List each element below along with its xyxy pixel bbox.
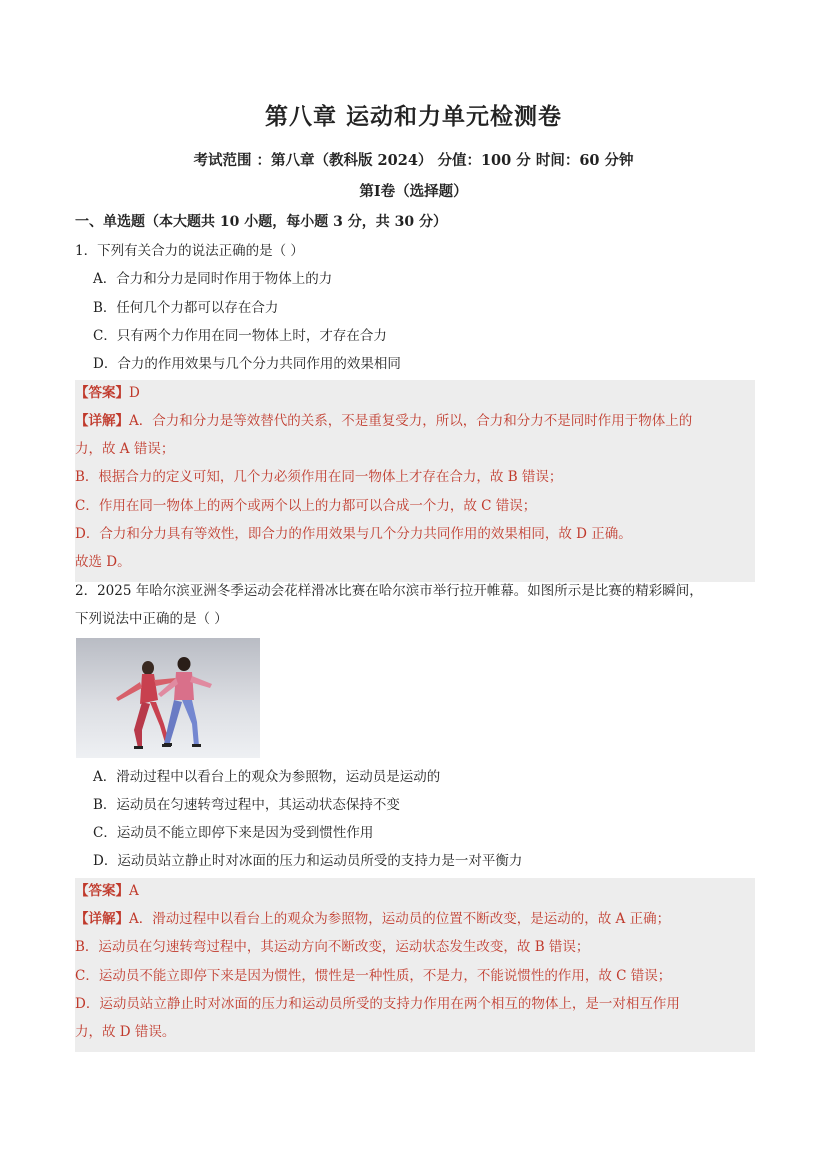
- q2-option-b: B．运动员在匀速转弯过程中，其运动状态保持不变: [93, 797, 400, 813]
- q2-stem-line-2: 下列说法中正确的是（ ）: [75, 611, 228, 627]
- q1-option-b: B．任何几个力都可以存在合力: [93, 300, 279, 316]
- figure-skating-photo: [76, 638, 260, 758]
- q1-detail-line-4: C．作用在同一物体上的两个或两个以上的力都可以合成一个力，故 C 错误；: [75, 498, 537, 514]
- q1-answer-tag: 【答案】: [75, 385, 129, 401]
- q1-detail-line-3: B．根据合力的定义可知，几个力必须作用在同一物体上才存在合力，故 B 错误；: [75, 469, 563, 485]
- q1-detail-line-2: 力，故 A 错误；: [75, 441, 175, 457]
- q2-detail-tag: 【详解】: [75, 911, 129, 927]
- q2-detail-line-1: [75, 909, 670, 929]
- volume-heading: 第Ⅰ卷（选择题）: [359, 183, 468, 200]
- q2-option-a: A．滑动过程中以看台上的观众为参照物，运动员是运动的: [93, 769, 441, 785]
- q2-detail-line-2: B．运动员在匀速转弯过程中，其运动方向不断改变，运动状态发生改变，故 B 错误；: [75, 939, 590, 955]
- q2-detail-text-1: A．滑动过程中以看台上的观众为参照物，运动员的位置不断改变，是运动的，故 A 正确；: [129, 911, 671, 927]
- exam-info: 考试范围 ：第八章（教科版 2024） 分值：100 分 时间：60 分钟: [193, 152, 634, 169]
- q1-detail-tag: 【详解】: [75, 413, 129, 429]
- q2-option-c: C．运动员不能立即停下来是因为受到惯性作用: [93, 825, 374, 841]
- q1-option-c: C．只有两个力作用在同一物体上时，才存在合力: [93, 328, 387, 344]
- q1-detail-line-6: 故选 D。: [75, 554, 131, 570]
- skaters-image: [76, 638, 260, 758]
- q1-detail-line-5: D．合力和分力具有等效性，即合力的作用效果与几个分力共同作用的效果相同，故 D 正确。: [75, 526, 632, 542]
- q2-detail-line-3: C．运动员不能立即停下来是因为惯性，惯性是一种性质，不是力，不能说惯性的作用，故 C 错误；: [75, 968, 672, 984]
- q1-stem: 1．下列有关合力的说法正确的是（ ）: [75, 243, 304, 259]
- q2-answer-tag: 【答案】: [75, 883, 129, 899]
- page-title: 第八章 运动和力单元检测卷: [264, 103, 562, 130]
- q2-detail-line-5: 力，故 D 错误。: [75, 1024, 176, 1040]
- q1-answer: [75, 383, 140, 403]
- q2-option-d: D．运动员站立静止时对冰面的压力和运动员所受的支持力是一对平衡力: [93, 853, 523, 869]
- q1-detail-text-1: A．合力和分力是等效替代的关系，不是重复受力，所以，合力和分力不是同时作用于物体上的: [129, 413, 693, 429]
- q2-stem-line-1: 2．2025 年哈尔滨亚洲冬季运动会花样滑冰比赛在哈尔滨市举行拉开帷幕。如图所示是比赛的精彩瞬间，: [75, 583, 703, 599]
- q2-answer: [75, 881, 139, 901]
- q2-detail-line-4: D．运动员站立静止时对冰面的压力和运动员所受的支持力作用在两个相互的物体上，是一对相互作用: [75, 996, 680, 1012]
- q2-answer-value: A: [129, 883, 139, 899]
- q1-answer-value: D: [129, 385, 140, 401]
- q1-option-d: D．合力的作用效果与几个分力共同作用的效果相同: [93, 356, 401, 372]
- q2-answer-box: [75, 878, 755, 1052]
- section-heading: 一、单选题（本大题共 10 小题，每小题 3 分，共 30 分）: [75, 214, 447, 230]
- q1-option-a: A．合力和分力是同时作用于物体上的力: [93, 271, 333, 287]
- q1-detail-line-1: [75, 411, 692, 431]
